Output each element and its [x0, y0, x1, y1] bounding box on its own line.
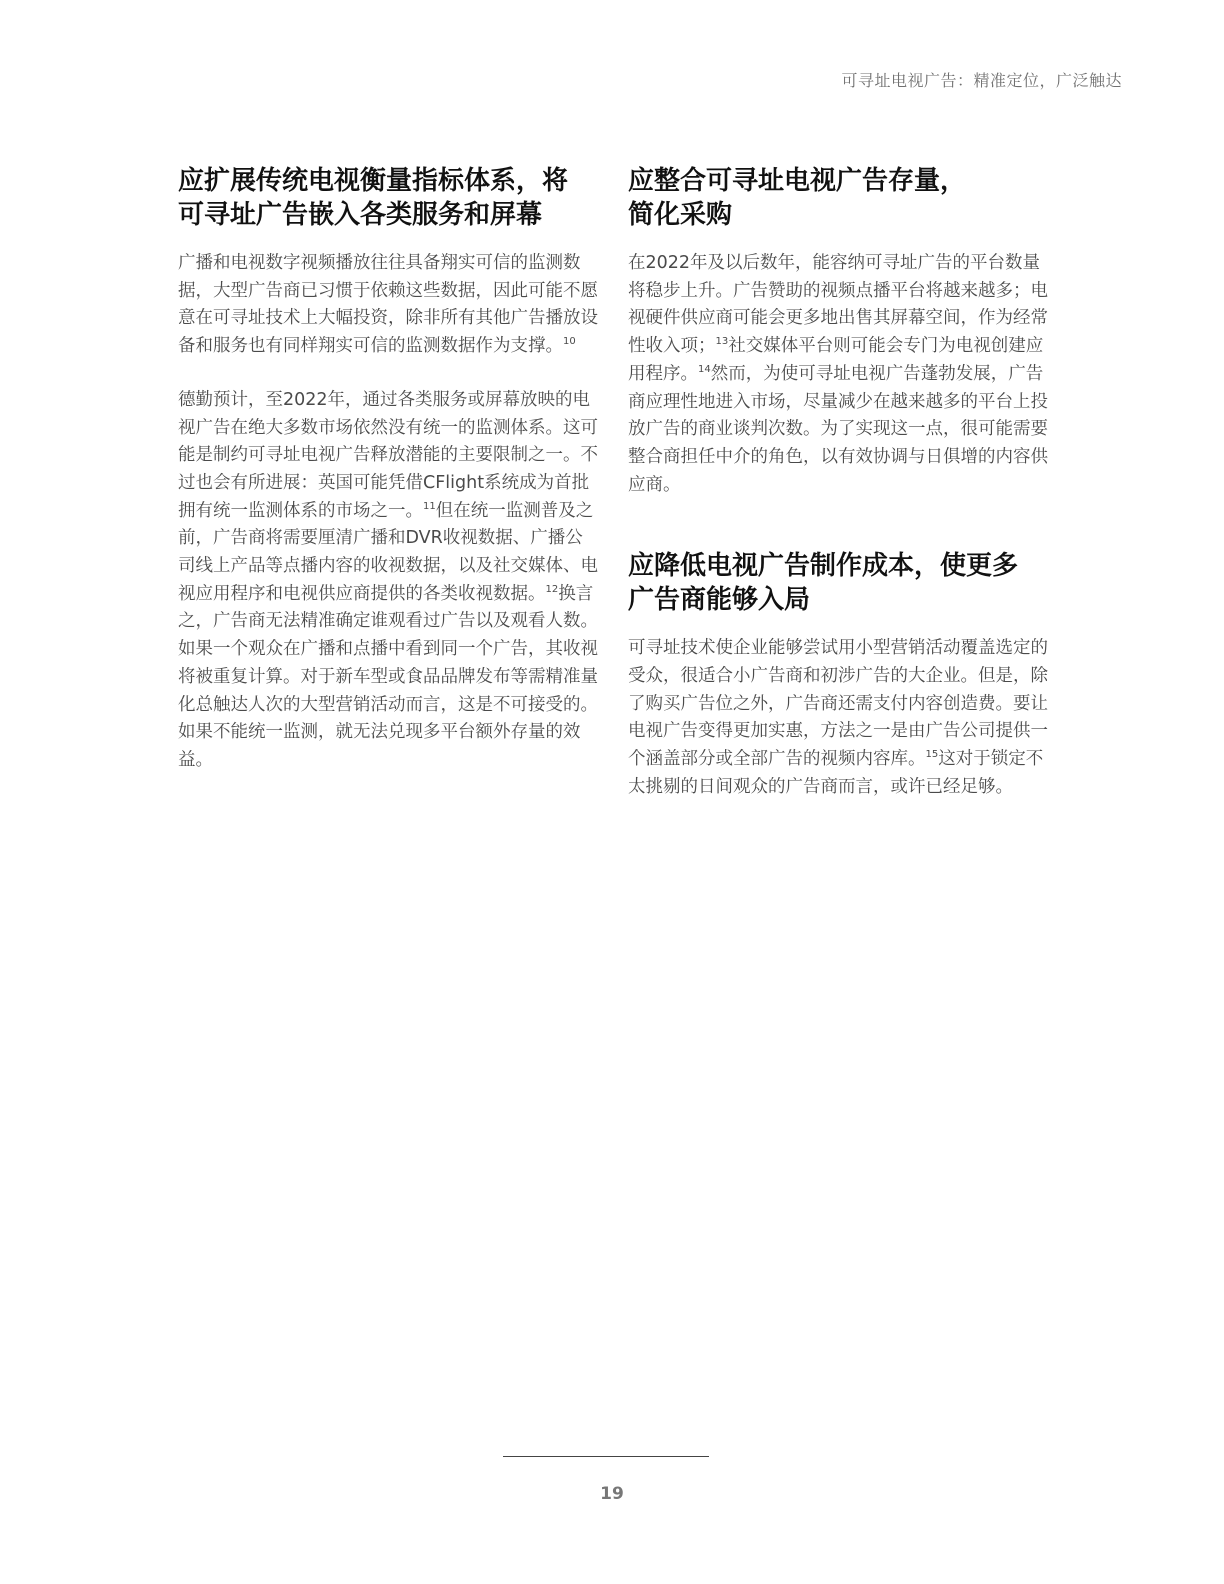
section-title-line-2: 可寻址广告嵌入各类服务和屏幕: [178, 200, 543, 230]
section-title-line-2: 简化采购: [628, 200, 733, 230]
paragraph-text: 可寻址技术使企业能够尝试用小型营销活动覆盖选定的受众，很适合小广告商和初涉广告的大企业。但是，除了购买广告位之外，广告商还需支付内容创造费。要让电视广告变得更加实惠，方法之一是由广告公司提供一个涵盖部分或全部广告的视频内容库。: [628, 638, 1048, 770]
footer-divider: [503, 1456, 709, 1457]
section-title-line-2: 广告商能够入局: [628, 585, 811, 616]
section-title-measurement: [178, 164, 598, 232]
section-title-line-1: 应降低电视广告制作成本，使更多: [628, 551, 1019, 582]
paragraph-measurement-data: [178, 250, 598, 361]
section-spacer: [628, 525, 1048, 549]
footnote-ref-10: 10: [563, 336, 576, 348]
page-number: 19: [600, 1484, 624, 1504]
paragraph-production-cost: [628, 635, 1048, 801]
running-header: 可寻址电视广告：精准定位，广泛触达: [841, 71, 1122, 90]
paragraph-text: 广播和电视数字视频播放往往具备翔实可信的监测数据，大型广告商已习惯于依赖这些数据，因此可能不愿意在可寻址技术上大幅投资，除非所有其他广告播放设备和服务也有同样翔实可信的监测数据作为支撑。: [178, 253, 598, 357]
paragraph-text: 这对于锁定不太挑剔的日间观众的广告商而言，或许已经足够。: [628, 749, 1044, 797]
paragraph-text: 换言之，广告商无法精准确定谁观看过广告以及观看人数。如果一个观众在广播和点播中看到同一个广告，其收视将被重复计算。对于新车型或食品品牌发布等需精准量化总触达人次的大型营销活动而言，这是不可接受的。如果不能统一监测，就无法兑现多平台额外存量的效益。: [178, 583, 598, 770]
section-title-inventory: [628, 164, 1048, 232]
section-title-production-cost: [628, 549, 1048, 617]
paragraph-text: 社交媒体平台则可能会专门为电视创建应用程序。: [628, 336, 1044, 384]
footnote-ref-14: 14: [698, 363, 711, 375]
footnote-ref-15: 15: [925, 749, 939, 761]
left-column: [178, 164, 598, 801]
section-title-line-1: 应整合可寻址电视广告存量，: [628, 166, 967, 196]
footnote-ref-12: 12: [545, 583, 559, 595]
right-column: [628, 164, 1048, 828]
footnote-ref-13: 13: [715, 336, 729, 348]
footnote-ref-11: 11: [423, 500, 436, 512]
section-title-line-1: 应扩展传统电视衡量指标体系，将: [178, 166, 569, 196]
paragraph-text: 然而，为使可寻址电视广告蓬勃发展，广告商应理性地进入市场，尽量减少在越来越多的平台上投放广告的商业谈判次数。为了实现这一点，很可能需要整合商担任中介的角色，以有效协调与日俱增的内容供应商。: [628, 363, 1048, 495]
paragraph-text: 德勤预计，至2022年，通过各类服务或屏幕放映的电视广告在绝大多数市场依然没有统一的监测体系。这可能是制约可寻址电视广告释放潜能的主要限制之一。不过也会有所进展：英国可能凭借CFlight系统成为首批拥有统一监测体系的市场之一。: [178, 389, 598, 521]
paragraph-unified-measurement: [178, 387, 598, 775]
paragraph-text: 在2022年及以后数年，能容纳可寻址广告的平台数量将稳步上升。广告赞助的视频点播平台将越来越多；电视硬件供应商可能会更多地出售其屏幕空间，作为经常性收入项；: [628, 253, 1048, 357]
paragraph-inventory: [628, 250, 1048, 499]
paragraph-text: 但在统一监测普及之前，广告商将需要厘清广播和DVR收视数据、广播公司线上产品等点播内容的收视数据，以及社交媒体、电视应用程序和电视供应商提供的各类收视数据。: [178, 500, 598, 604]
